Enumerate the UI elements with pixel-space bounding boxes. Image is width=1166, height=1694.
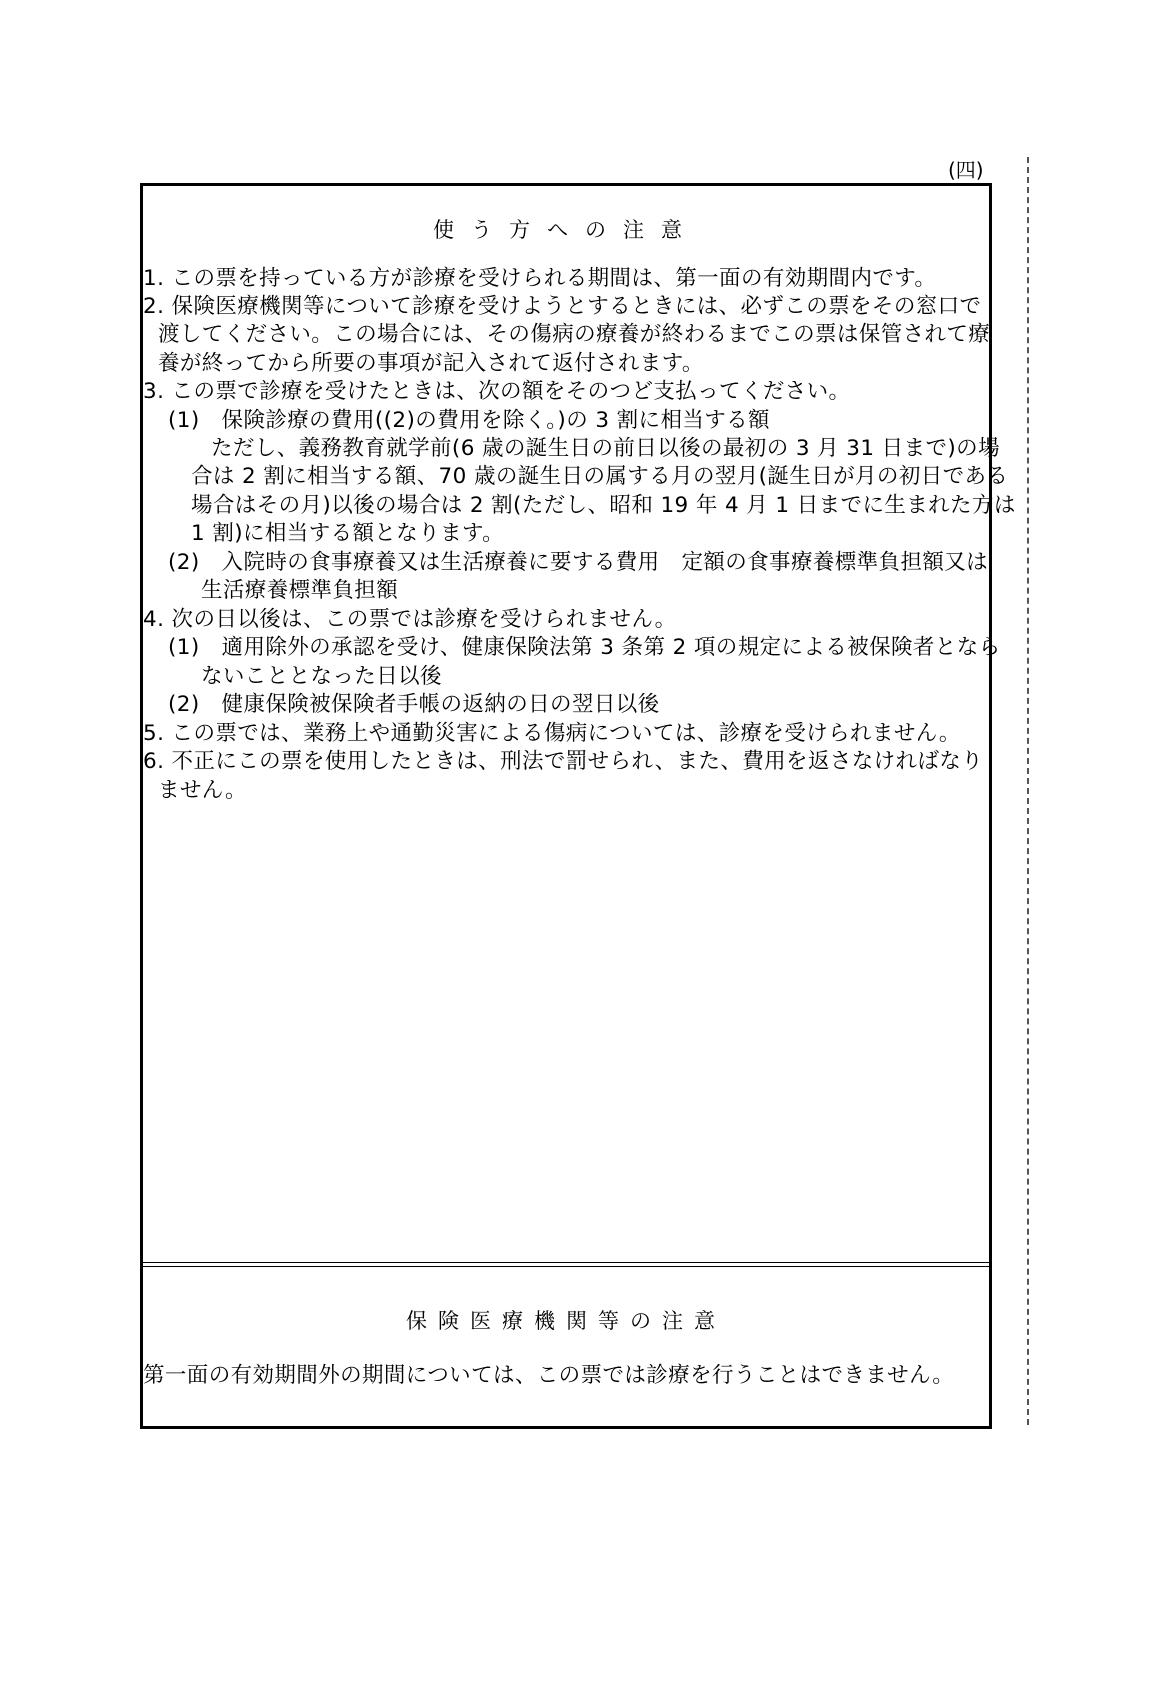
note-line: (2) 入院時の食事療養又は生活療養に要する費用 定額の食事療養標準負担額又は (168, 550, 989, 575)
note-line: (1) 保険診療の費用((2)の費用を除く。)の 3 割に相当する額 (168, 408, 770, 433)
cut-line (1027, 157, 1029, 1425)
note-line: (2) 健康保険被保険者手帳の返納の日の翌日以後 (168, 692, 660, 717)
note-line: 養が終ってから所要の事項が記入されて返付されます。 (158, 351, 704, 376)
note-line: 場合はその月)以後の場合は 2 割(ただし、昭和 19 年 4 月 1 日までに生まれた方は (191, 493, 1016, 518)
note-line: 2. 保険医療機関等について診療を受けようとするときには、必ずこの票をその窓口で (143, 294, 982, 319)
section-divider (143, 1262, 989, 1267)
note-line: ないこととなった日以後 (201, 664, 442, 689)
user-notes-title: 使う方への注意 (433, 218, 699, 242)
note-line: 6. 不正にこの票を使用したときは、刑法で罰せられ、また、費用を返さなければなり (143, 749, 984, 774)
note-line: ただし、義務教育就学前(6 歳の誕生日の前日以後の最初の 3 月 31 日まで)の場 (211, 436, 1000, 461)
provider-notes-title: 保険医療機関等の注意 (406, 1309, 726, 1333)
note-line: 5. この票では、業務上や通勤災害による傷病については、診療を受けられません。 (143, 721, 961, 746)
note-line: 4. 次の日以後は、この票では診療を受けられません。 (143, 607, 677, 632)
notes-frame (140, 183, 1016, 1429)
provider-note-text: 第一面の有効期間外の期間については、この票では診療を行うことはできません。 (143, 1363, 955, 1388)
note-line: 1. この票を持っている方が診療を受けられる期間は、第一面の有効期間内です。 (143, 266, 937, 291)
page-number: (四) (948, 158, 984, 182)
note-line: 合は 2 割に相当する額、70 歳の誕生日の属する月の翌月(誕生日が月の初日である (191, 464, 1009, 489)
note-line: (1) 適用除外の承認を受け、健康保険法第 3 条第 2 項の規定による被保険者となら (168, 635, 1001, 660)
note-line: 1 割)に相当する額となります。 (191, 521, 505, 546)
note-line: 生活療養標準負担額 (201, 578, 399, 603)
note-line: 渡してください。この場合には、その傷病の療養が終わるまでこの票は保管されて療 (158, 322, 991, 347)
note-line: ません。 (158, 778, 247, 803)
note-line: 3. この票で診療を受けたときは、次の額をそのつど支払ってください。 (143, 379, 851, 404)
